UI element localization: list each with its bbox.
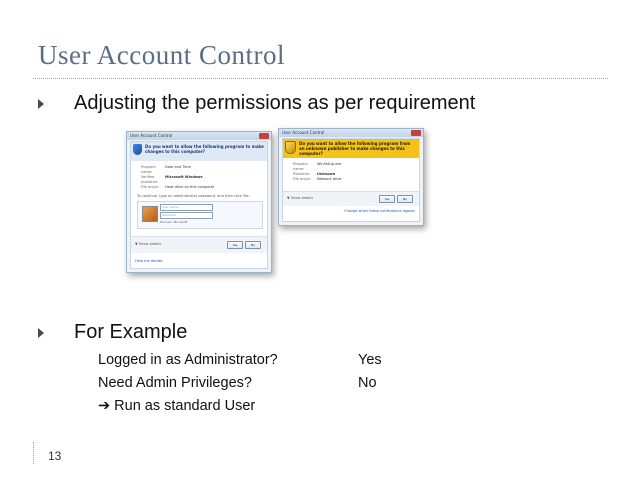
close-icon[interactable] bbox=[259, 133, 269, 139]
bullet-adjusting-permissions bbox=[38, 92, 475, 115]
password-input[interactable]: Password bbox=[160, 212, 213, 219]
no-button[interactable]: No bbox=[245, 241, 261, 249]
dialog-body bbox=[282, 138, 420, 222]
domain-label: Domain: Microsoft bbox=[160, 220, 188, 224]
slide-title: User Account Control bbox=[38, 40, 285, 70]
username-input[interactable]: User name bbox=[160, 204, 213, 211]
dialog-titlebar: User Account Control bbox=[127, 132, 271, 140]
credential-box bbox=[137, 201, 263, 229]
warning-shield-icon bbox=[285, 141, 296, 154]
dialog-question: Do you want to allow the following program from an unknown publisher to make changes to this computer? bbox=[299, 141, 411, 156]
detail-label-logged-in: Logged in as Administrator? bbox=[98, 352, 278, 368]
dialog-footer bbox=[131, 236, 267, 253]
info-row: Program name: WinSetUp.exe bbox=[293, 162, 342, 171]
page-number: 13 bbox=[48, 449, 62, 463]
user-avatar-icon bbox=[142, 206, 158, 222]
info-row: Program name: Date and Time bbox=[141, 165, 191, 174]
yes-button[interactable]: Yes bbox=[227, 241, 243, 249]
help-link[interactable]: Help me decide bbox=[135, 259, 163, 263]
no-button[interactable]: No bbox=[397, 195, 413, 203]
conclusion-text: ➔ Run as standard User bbox=[98, 398, 256, 414]
detail-value-logged-in: Yes bbox=[358, 352, 382, 368]
uac-dialog-credentials bbox=[126, 131, 272, 273]
show-details-toggle[interactable]: ▼ Show details bbox=[135, 242, 162, 246]
dialog-body bbox=[130, 141, 268, 269]
bullet-triangle-icon bbox=[38, 328, 44, 338]
detail-label-admin-privileges: Need Admin Privileges? bbox=[98, 375, 252, 391]
dialog-header bbox=[131, 142, 267, 161]
bullet-text: For Example bbox=[74, 321, 188, 343]
show-details-toggle[interactable]: ▼ Show details bbox=[287, 196, 314, 200]
shield-icon bbox=[133, 144, 142, 155]
info-row: Publisher: Unknown bbox=[293, 172, 336, 176]
info-row: Verified publisher: Microsoft Windows bbox=[141, 175, 203, 184]
dialog-titlebar: User Account Control bbox=[279, 129, 423, 137]
dialog-header bbox=[283, 139, 419, 158]
bullet-for-example bbox=[38, 321, 187, 344]
chevron-down-icon: ▼ bbox=[287, 196, 290, 200]
footer-divider bbox=[33, 442, 35, 464]
chevron-down-icon: ▼ bbox=[135, 242, 138, 246]
detail-value-admin-privileges: No bbox=[358, 375, 377, 391]
info-row: File origin: Hard drive on this computer bbox=[141, 185, 215, 189]
bullet-triangle-icon bbox=[38, 99, 44, 109]
dialog-question: Do you want to allow the following program to make changes to this computer? bbox=[145, 144, 264, 154]
notification-settings-link[interactable]: Change when these notifications appear bbox=[344, 209, 415, 213]
dialog-footer bbox=[283, 191, 419, 206]
info-row: File origin: Network drive bbox=[293, 177, 342, 181]
title-divider bbox=[33, 78, 608, 79]
credential-prompt: To continue, type an administrator password, and then click Yes. bbox=[137, 194, 250, 198]
uac-dialog-unknown-publisher bbox=[278, 128, 424, 226]
bullet-text: Adjusting the permissions as per requirement bbox=[74, 92, 476, 114]
yes-button[interactable]: Yes bbox=[379, 195, 395, 203]
close-icon[interactable] bbox=[411, 130, 421, 136]
